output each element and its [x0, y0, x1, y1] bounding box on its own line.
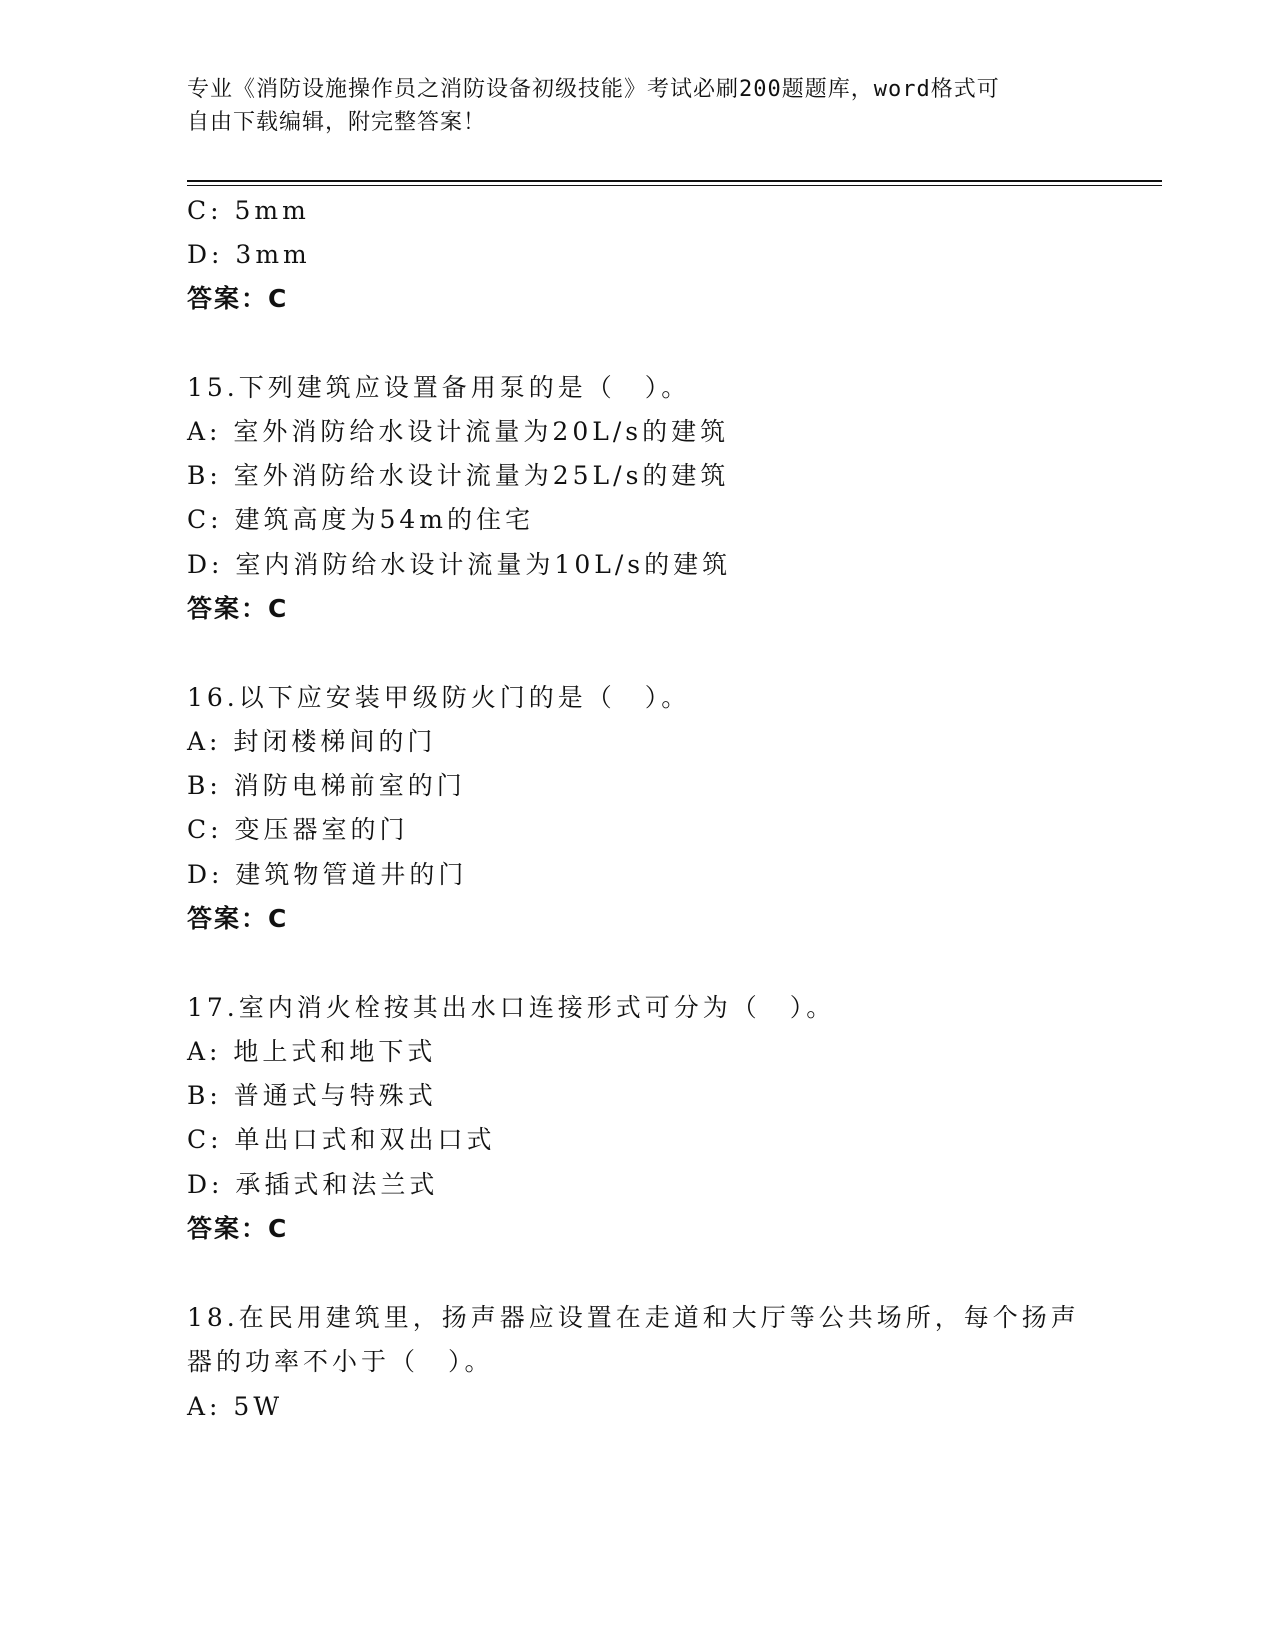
option-line: C: 5mm: [187, 196, 310, 225]
option-line: D: 承插式和法兰式: [187, 1170, 439, 1199]
option-line: D: 3mm: [187, 240, 311, 269]
option-line: A: 地上式和地下式: [187, 1037, 437, 1066]
answer-line: 答案：C: [187, 284, 289, 313]
question-line: 15.下列建筑应设置备用泵的是（ ）。: [187, 373, 691, 402]
header-line-1: 专业《消防设施操作员之消防设备初级技能》考试必刷200题题库，word格式可: [187, 77, 1000, 102]
option-line: C: 建筑高度为54m的住宅: [187, 505, 535, 534]
answer-line: 答案：C: [187, 1214, 289, 1243]
document-header: [187, 73, 1067, 139]
option-line: A: 5W: [187, 1392, 284, 1421]
header-line-2: 自由下载编辑，附完整答案！: [187, 110, 487, 135]
option-line: A: 封闭楼梯间的门: [187, 727, 437, 756]
answer-line: 答案：C: [187, 594, 289, 623]
option-line: C: 变压器室的门: [187, 815, 409, 844]
question-line: 16.以下应安装甲级防火门的是（ ）。: [187, 683, 691, 712]
option-line: B: 消防电梯前室的门: [187, 771, 466, 800]
option-line: B: 室外消防给水设计流量为25L/s的建筑: [187, 461, 730, 490]
option-line: B: 普通式与特殊式: [187, 1081, 437, 1110]
header-rule-thin: [187, 185, 1162, 186]
option-line: A: 室外消防给水设计流量为20L/s的建筑: [187, 417, 730, 446]
header-rule-thick: [187, 180, 1162, 182]
option-line: C: 单出口式和双出口式: [187, 1125, 496, 1154]
question-line: 17.室内消火栓按其出水口连接形式可分为（ ）。: [187, 993, 836, 1022]
question-line: 18.在民用建筑里，扬声器应设置在走道和大厅等公共场所，每个扬声: [187, 1303, 1080, 1332]
question-line: 器的功率不小于（ ）。: [187, 1347, 494, 1376]
option-line: D: 室内消防给水设计流量为10L/s的建筑: [187, 550, 732, 579]
option-line: D: 建筑物管道井的门: [187, 860, 468, 889]
answer-line: 答案：C: [187, 904, 289, 933]
